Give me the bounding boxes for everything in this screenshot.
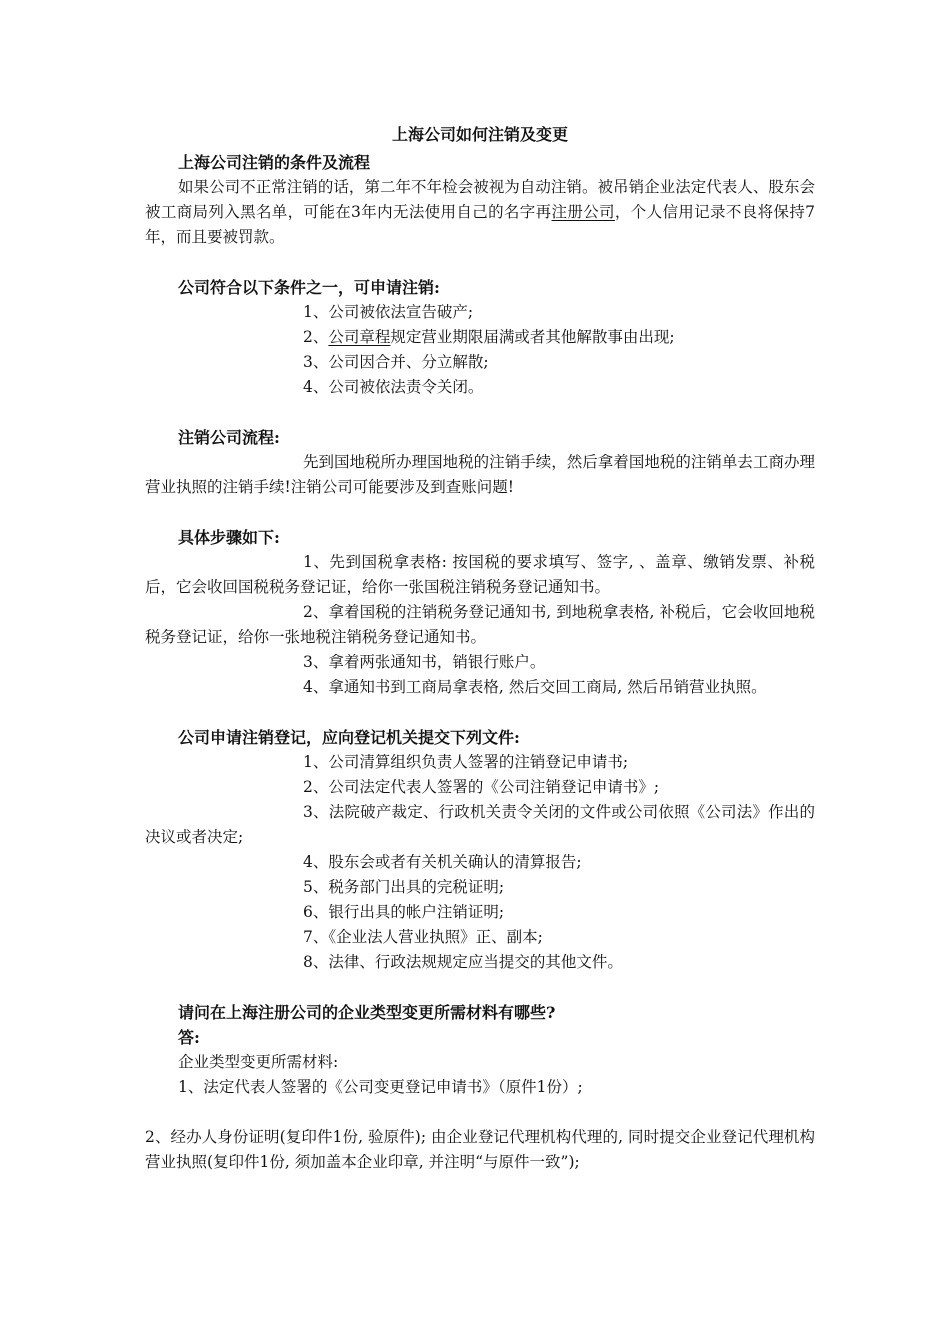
paragraph-text: ，个人信用记录不良将保持7年，而且要被罚款。 [145,203,815,246]
document-title: 上海公司如何注销及变更 [391,125,568,144]
list-item: 3、拿着两张通知书，销银行账户。 [303,653,546,671]
list-item: 4、股东会或者有关机关确认的清算报告; [303,853,582,871]
section-heading-process: 注销公司流程: [178,428,280,447]
question-heading: 请问在上海注册公司的企业类型变更所需材料有哪些? [178,1003,556,1022]
list-item: 2、经办人身份证明(复印件1份, 验原件); 由企业登记代理机构代理的, 同时提交企业登记代理机构营业执照(复印件1份, 须加盖本企业印章, 并注明“与原件一致”); [145,1128,815,1171]
section-heading-steps: 具体步骤如下: [178,528,280,547]
list-number: 2、 [303,328,329,346]
list-item: 2、拿着国税的注销税务登记通知书, 到地税拿表格, 补税后，它会收回地税税务登记证，给你一张地税注销税务登记通知书。 [145,603,815,646]
section-heading-cancellation: 上海公司注销的条件及流程 [178,153,371,172]
company-charter-link[interactable]: 公司章程 [328,328,391,346]
list-item: 3、法院破产裁定、行政机关责令关闭的文件或公司依照《公司法》作出的决议或者决定; [145,803,815,846]
document-page [145,120,815,1175]
section-heading-conditions: 公司符合以下条件之一，可申请注销: [178,278,440,297]
list-item: 1、公司清算组织负责人签署的注销登记申请书; [303,753,629,771]
list-item: 1、公司被依法宣告破产; [303,303,474,321]
answer-label: 答: [178,1028,200,1047]
answer-intro: 企业类型变更所需材料: [178,1053,339,1071]
paragraph-cancellation-intro [145,175,815,250]
list-item: 6、银行出具的帐户注销证明; [303,903,505,921]
paragraph-process: 先到国地税所办理国地税的注销手续，然后拿着国地税的注销单去工商办理营业执照的注销手续!注销公司可能要涉及到查账问题! [145,453,815,496]
register-company-link[interactable]: 注册公司 [551,203,615,221]
list-item [145,325,815,350]
list-item: 5、税务部门出具的完税证明; [303,878,505,896]
list-item: 4、拿通知书到工商局拿表格, 然后交回工商局, 然后吊销营业执照。 [303,678,767,696]
list-text: 规定营业期限届满或者其他解散事由出现; [390,328,675,346]
list-item: 1、先到国税拿表格: 按国税的要求填写、签字, 、盖章、缴销发票、补税后，它会收回国税税务登记证，给你一张国税注销税务登记通知书。 [145,553,815,596]
list-item: 3、公司因合并、分立解散; [303,353,489,371]
list-item: 2、公司法定代表人签署的《公司注销登记申请书》; [303,778,660,796]
list-item: 8、法律、行政法规规定应当提交的其他文件。 [303,953,623,971]
list-item: 4、公司被依法责令关闭。 [303,378,484,396]
list-item: 1、法定代表人签署的《公司变更登记申请书》（原件1份）; [178,1078,583,1096]
section-heading-documents: 公司申请注销登记，应向登记机关提交下列文件: [178,728,520,747]
list-item: 7、《企业法人营业执照》正、副本; [303,928,543,946]
paragraph-text: 如果公司不正常注销的话，第二年不年检会被视为自动注销。被吊销企业法定代表人、股东会被工商局列入黑名单，可能在3年内无法使用自己的名字再 [145,178,815,221]
